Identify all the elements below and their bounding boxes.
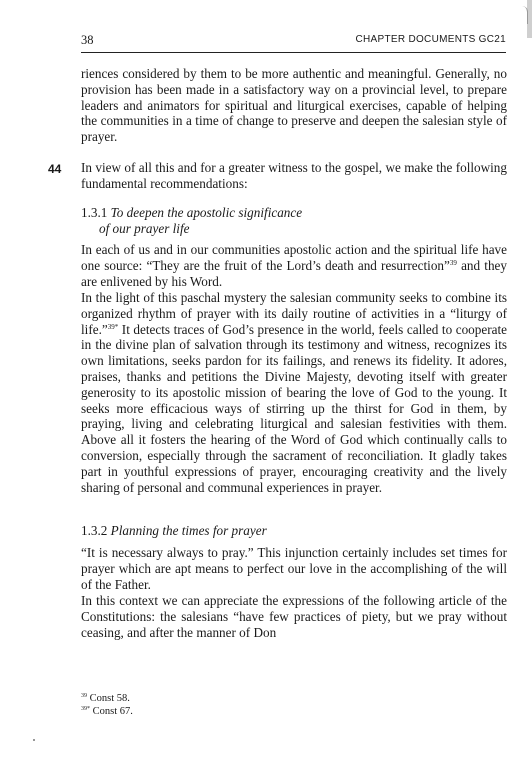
footnote-ref: 39* bbox=[107, 322, 119, 331]
scan-speck bbox=[33, 739, 35, 741]
paragraph-one-source bbox=[81, 242, 507, 289]
section-heading-1-3-1 bbox=[81, 205, 507, 237]
section-number: 1.3.1 bbox=[81, 205, 108, 220]
page-number: 38 bbox=[81, 33, 94, 47]
paragraph-text: In each of us and in our communities apostolic action and the spiritual life have one source: “They are the fruit of the Lord’s death and resurrection” bbox=[81, 242, 507, 273]
footnote-mark: 39* bbox=[81, 705, 90, 712]
paragraph-text: It detects traces of God’s presence in the world, feels called to cooperate in the divine plan of salvation through its testimony and witness, recognizes its own limitations, seeks pardon for its failings, and renews its fidelity. It adores, praises, thanks and petitions the Divine Majesty, devoting itself with greater generosity to its apostolic mission of bearing the love of God to the young. It seeks more efficacious ways of stirring up the thirst for God in them, by praying, living and celebrating liturgical and salesian festivities with them. Above all it fosters the hearing of the Word of God which continually calls to conversion, especially through the sacrament of reconciliation. It gladly takes part in youthful expressions of prayer, encouraging creativity and the lively sharing of personal and communal experiences in prayer. bbox=[81, 321, 507, 495]
footnotes bbox=[81, 693, 133, 718]
margin-paragraph-number: 44 bbox=[48, 162, 62, 176]
paragraph-paschal-mystery bbox=[81, 290, 507, 495]
section-title: To deepen the apostolic significance bbox=[110, 205, 303, 220]
section-title-continued: of our prayer life bbox=[99, 220, 190, 236]
paragraph-pray-always: “It is necessary always to pray.” This injunction certainly includes set times for prayer which are apt means to perfect our love in the accomplishing of the will of the Father. bbox=[81, 545, 507, 592]
footnote-text: Const 58. bbox=[89, 693, 130, 704]
footnote-item bbox=[81, 693, 133, 706]
footnote-text: Const 67. bbox=[92, 705, 133, 717]
section-title: Planning the times for prayer bbox=[110, 523, 267, 538]
footnote-ref: 39 bbox=[449, 258, 457, 267]
page-header bbox=[81, 33, 506, 49]
footnote-item bbox=[81, 706, 133, 719]
running-head: CHAPTER DOCUMENTS GC21 bbox=[355, 34, 506, 45]
paragraph-text: and they are enlivened by his Word. bbox=[81, 257, 507, 289]
section-heading-1-3-2 bbox=[81, 523, 507, 539]
header-rule bbox=[81, 52, 506, 53]
footnote-mark: 39 bbox=[81, 693, 87, 699]
page-edge-mark bbox=[527, 0, 532, 38]
paragraph-44: In view of all this and for a greater witness to the gospel, we make the following fundamental recommendations: bbox=[81, 160, 507, 191]
section-number: 1.3.2 bbox=[81, 523, 108, 538]
paragraph-text: In the light of this paschal mystery the salesian community seeks to combine its organized rhythm of prayer with its daily routine of activities in a “liturgy of life.” bbox=[81, 290, 507, 337]
continued-paragraph: riences considered by them to be more authentic and meaningful. Generally, no provision has been made in a satisfactory way on a provincial level, to prepare leaders and animators for spiritual and liturgical exercises, capable of helping the communities in a time of change to preserve and deepen the salesian style of prayer. bbox=[81, 66, 507, 145]
paragraph-constitutions: In this context we can appreciate the expressions of the following article of the Constitutions: the salesians “have few practices of piety, but we pray without ceasing, and after the manner of Don bbox=[81, 593, 507, 640]
